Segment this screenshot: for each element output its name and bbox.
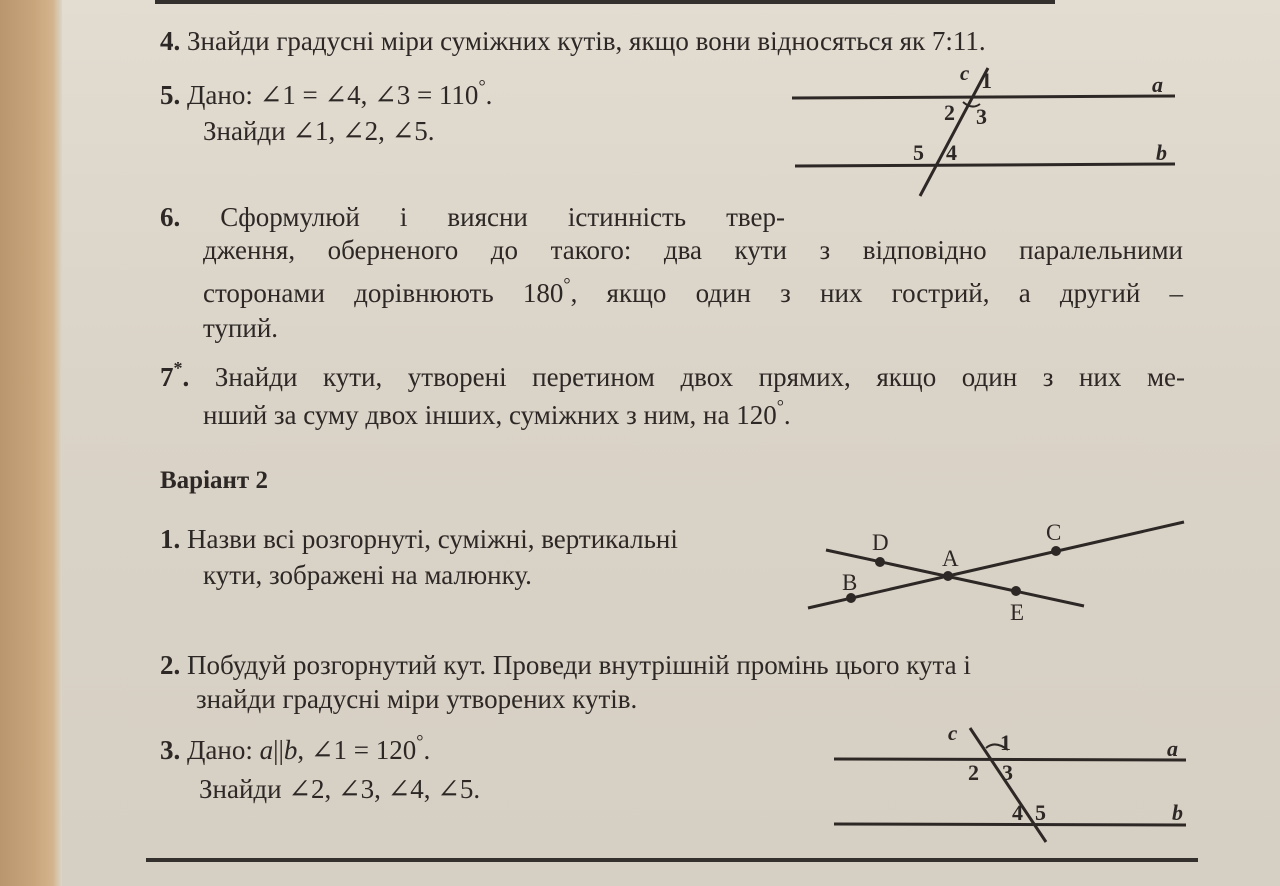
label-1: 1 (981, 68, 992, 93)
label-5: 5 (913, 140, 924, 165)
problem-text-line1: Назви всі розгорнуті, суміжні, вертикальні (187, 524, 678, 554)
var-b: b (283, 735, 298, 765)
star-mark: * (173, 358, 183, 378)
degree-sign: ° (563, 274, 571, 294)
problem-text-line2: дження, оберненого до такого: два кути з відповідно паралельними (203, 235, 1183, 265)
given-label: Дано: (187, 735, 260, 765)
problem-text-line4: тупий. (203, 313, 279, 343)
label-d: D (872, 530, 889, 555)
problem-number: 6. (160, 202, 181, 232)
line-a (792, 96, 1175, 98)
figure-parallel-lines-2 (820, 720, 1200, 850)
var-a: a (259, 735, 274, 765)
label-4: 4 (946, 140, 957, 165)
label-a: a (1152, 72, 1163, 97)
label-c: c (948, 721, 958, 745)
label-b: b (1156, 140, 1167, 165)
label-c: C (1046, 520, 1062, 545)
problem-number: 5. (160, 80, 181, 110)
problem-text-line2b: . (783, 400, 791, 430)
problem-6 (160, 200, 785, 234)
problem-7 (160, 360, 1185, 394)
v2-problem-3 (160, 733, 430, 767)
label-4: 4 (1012, 800, 1023, 825)
problem-number: 3. (160, 735, 181, 765)
degree-sign: ° (416, 731, 424, 751)
point-e (1011, 586, 1021, 596)
point-c (1051, 546, 1061, 556)
problem-number: 2. (160, 650, 181, 680)
point-d (875, 557, 885, 567)
problem-text-line2: знайди градусні міри утворених кутів. (196, 684, 638, 714)
problem-7-line2 (203, 398, 791, 432)
v2-problem-3-line2 (199, 772, 480, 806)
line-b (834, 824, 1186, 825)
label-2: 2 (968, 760, 979, 785)
problem-text-line2a: нший за суму двох інших, суміжних з ним, на 120 (203, 400, 777, 430)
label-b: b (1172, 800, 1183, 825)
problem-line1-wrap (160, 200, 785, 234)
period: . (485, 80, 493, 110)
label-e: E (1010, 600, 1025, 625)
label-a: a (1167, 736, 1178, 761)
given-rest: , ∠1 = 120 (297, 735, 417, 765)
problem-number: 1. (160, 524, 181, 554)
figure-parallel-lines-1 (780, 60, 1200, 200)
label-b: B (842, 570, 858, 595)
problem-text-line1: Дано: ∠1 = ∠4, ∠3 = 110 (187, 80, 479, 110)
problem-6-line3 (203, 276, 1183, 310)
parallel-sign: || (273, 735, 284, 765)
problem-6-line4 (203, 311, 278, 345)
problem-text-line2: Знайди ∠1, ∠2, ∠5. (203, 116, 435, 146)
label-a: A (942, 546, 959, 571)
v2-problem-2 (160, 648, 971, 682)
problem-text-line3b: , якщо один з них гострий, а другий – (570, 278, 1183, 308)
problem-text-line2: Знайди ∠2, ∠3, ∠4, ∠5. (199, 774, 481, 804)
v2-problem-1-line2 (203, 558, 532, 592)
book-edge (0, 0, 62, 886)
degree-sign: ° (776, 396, 784, 416)
problem-number: 4. (160, 26, 181, 56)
label-2: 2 (944, 100, 955, 125)
bottom-rule (146, 858, 1198, 862)
problem-5-line2 (203, 114, 434, 148)
period: . (423, 735, 431, 765)
label-3: 3 (1002, 760, 1013, 785)
problem-6-line2 (203, 233, 1183, 267)
line-c (920, 68, 988, 196)
problem-text-line1: Побудуй розгорнутий кут. Проведи внутрішній промінь цього кута і (187, 650, 971, 680)
label-5: 5 (1035, 800, 1046, 825)
point-a (943, 571, 953, 581)
problem-text-line1: Сформулюй і виясни істинність твер- (220, 202, 785, 232)
line-b (795, 164, 1175, 166)
problem-number: 7 (160, 362, 174, 392)
degree-sign: ° (478, 76, 486, 96)
line-bc (808, 522, 1184, 608)
top-rule (155, 0, 1055, 4)
v2-problem-1 (160, 522, 678, 556)
problem-number-dot: . (182, 362, 190, 392)
problem-4 (160, 24, 986, 58)
label-c: c (960, 61, 970, 85)
v2-problem-2-line2 (196, 682, 637, 716)
problem-text-line2: кути, зображені на малюнку. (203, 560, 532, 590)
problem-5 (160, 78, 492, 112)
problem-text-line1: Знайди кути, утворені перетином двох прямих, якщо один з них ме- (214, 362, 1186, 392)
label-1: 1 (1000, 730, 1011, 755)
problem-text: Знайди градусні міри суміжних кутів, якщо вони відносяться як 7:11. (187, 26, 986, 56)
label-3: 3 (976, 104, 987, 129)
figure-intersecting-lines (800, 510, 1200, 630)
variant-2-title: Варіант 2 (160, 467, 268, 494)
problem-text-line3a: сторонами дорівнюють 180 (203, 278, 564, 308)
